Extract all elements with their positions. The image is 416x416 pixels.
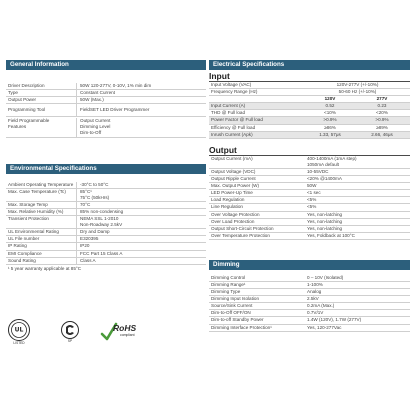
spec-row xyxy=(6,104,206,117)
rohs-text: RoHS xyxy=(113,323,137,333)
spec-row xyxy=(209,219,410,226)
spec-value: 70°C xyxy=(76,202,204,208)
spec-value: <20% @1400mA xyxy=(307,176,342,182)
spec-label: Max. Storage Temp xyxy=(8,201,48,207)
spec-value: 0.2mA (Max.) xyxy=(307,303,335,309)
spec-row xyxy=(6,209,206,216)
spec-label: Dimming Type xyxy=(211,289,241,295)
spec-label: Output Power xyxy=(8,97,37,103)
spec-label: Max. Relative Humidity (%) xyxy=(8,208,64,214)
spec-value: Dry and Damp xyxy=(76,229,204,235)
spec-row xyxy=(6,90,206,97)
spec-value: <5% xyxy=(307,204,317,210)
spec-value-120v: >0.9% xyxy=(323,117,337,123)
input-heading: Input xyxy=(209,70,410,82)
svg-text:UL: UL xyxy=(14,326,24,334)
voltage-column-277v: 277V xyxy=(376,96,388,102)
spec-value: Yes, 120-277Vac xyxy=(307,324,342,330)
spec-label: Frequency Range (Hz) xyxy=(211,89,258,95)
spec-row xyxy=(209,176,410,183)
spec-value: 0 – 10V (Isolated) xyxy=(307,274,344,280)
left-column xyxy=(6,60,206,271)
spec-label: THD @ Full load xyxy=(211,110,246,116)
spec-value: Yes, non-latching xyxy=(307,225,343,231)
environmental-specifications-title: Environmental Specifications xyxy=(6,164,206,174)
spec-row xyxy=(6,251,206,258)
spec-value: Yes, Foldback at 100°C xyxy=(307,232,355,238)
spec-row xyxy=(209,183,410,190)
environmental-specifications-section xyxy=(6,164,206,271)
spec-label: Over Voltage Protection xyxy=(211,211,260,217)
spec-value: 85% non-condensing xyxy=(76,209,204,215)
spec-value-line: Non-Roadway 2.5kV xyxy=(80,222,123,228)
spec-value-line: 1050mA default xyxy=(307,161,339,167)
spec-value-line: 400-1400mA (1mA step) xyxy=(307,155,357,161)
spec-row xyxy=(6,216,206,229)
spec-row xyxy=(6,189,206,202)
spec-row xyxy=(209,89,410,96)
spec-row xyxy=(6,83,206,90)
spec-value-120v: 1.33, 57μs xyxy=(319,131,341,137)
spec-value-line: 85°C¹ xyxy=(80,188,92,194)
spec-value-line: Output Current xyxy=(80,118,111,124)
spec-value: 50W (Max.) xyxy=(76,97,204,103)
spec-value-line: 75°C (50kHrs) xyxy=(80,194,110,200)
spec-value: 2.5kV xyxy=(307,296,319,302)
spec-row xyxy=(209,190,410,197)
spec-label: Load Regulation xyxy=(211,197,245,203)
warranty-footnote: ¹ 5 year warranty applicable at 85°C xyxy=(8,265,82,271)
spec-label-line: Field Programmable xyxy=(8,118,50,124)
spec-value: 50-60 Hz (+/-10%) xyxy=(338,89,377,95)
spec-label: Inrush Current (Apk) xyxy=(211,131,253,137)
dimming-section xyxy=(209,260,410,332)
electrical-specifications-title: Electrical Specifications xyxy=(209,60,410,70)
right-column xyxy=(209,60,410,332)
general-information-section xyxy=(6,60,206,138)
spec-value: 1-100% xyxy=(307,281,323,287)
spec-value xyxy=(76,189,204,201)
spec-label: Input Voltage (VAC) xyxy=(211,82,252,87)
spec-label: Type xyxy=(8,90,18,96)
spec-label: LED Power-Up Time xyxy=(211,190,253,196)
spec-row xyxy=(209,110,410,117)
spec-label: Output Current (mA) xyxy=(211,155,253,161)
spec-row xyxy=(6,117,206,137)
spec-label: Output Voltage (VDC) xyxy=(211,168,256,174)
spec-row xyxy=(209,226,410,233)
spec-row xyxy=(6,202,206,209)
spec-row xyxy=(209,132,410,139)
spec-value: Yes, non-latching xyxy=(307,211,343,217)
spec-value: 10-55VDC xyxy=(307,168,329,174)
spec-value: Analog xyxy=(307,289,322,295)
ul-listed-text: LISTED xyxy=(13,341,25,345)
dimming-title: Dimming xyxy=(209,260,410,270)
spec-label: Transient Protection xyxy=(8,216,49,222)
spec-value-120v: 0.52 xyxy=(325,103,335,109)
spec-value: IP20 xyxy=(76,243,204,249)
spec-row xyxy=(6,236,206,243)
voltage-header-row xyxy=(209,96,410,103)
spec-row xyxy=(6,243,206,250)
spec-value: FCC Part 15 Class A xyxy=(76,251,204,257)
spec-value-277v: ≥89% xyxy=(376,124,388,130)
spec-label: Output Ripple Current xyxy=(211,176,256,182)
spec-label: Ambient Operating Temperature xyxy=(8,181,74,187)
spec-label: Dimming Input Isolation xyxy=(211,296,260,302)
spec-label-line: Features xyxy=(8,124,27,130)
spec-row xyxy=(209,204,410,211)
spec-label: Efficiency @ Full load xyxy=(211,124,256,130)
spec-value-277v: 2.66, 46μs xyxy=(371,131,393,137)
spec-row xyxy=(6,97,206,104)
output-subsection xyxy=(209,144,410,240)
spec-label: Max. Case Temperature (Tc) xyxy=(8,188,66,194)
spec-value: 1.4W (120V), 1.7W (277V) xyxy=(307,317,362,323)
spec-row xyxy=(209,156,410,169)
spec-label: Dimming Interface Protection¹ xyxy=(211,324,272,330)
spec-label: UL File number xyxy=(8,236,40,242)
spec-row xyxy=(209,169,410,176)
spec-label: Input Current (A) xyxy=(211,103,246,109)
spec-value-277v: 0.23 xyxy=(377,103,387,109)
spec-label: Power Factor @ Full load xyxy=(211,117,263,123)
output-heading: Output xyxy=(209,144,410,156)
spec-row xyxy=(209,289,410,296)
spec-value xyxy=(76,118,204,136)
spec-label: Dimming Control xyxy=(211,274,246,280)
spec-value: Class A xyxy=(76,258,204,264)
spec-label: EMI Compliance xyxy=(8,250,42,256)
spec-label: Dim-to-off Standby Power xyxy=(211,317,264,323)
spec-row xyxy=(209,317,410,324)
ul-listed-icon xyxy=(7,318,31,342)
spec-row xyxy=(209,310,410,317)
spec-label: Over Load Protection xyxy=(211,218,255,224)
rohs-compliant-text: compliant xyxy=(120,333,135,337)
spec-row xyxy=(209,82,410,89)
spec-row xyxy=(6,182,206,189)
spec-row xyxy=(6,258,206,265)
spec-label: Source/Sink Current xyxy=(211,303,253,309)
voltage-column-120v: 120V xyxy=(324,96,336,102)
spec-value-277v: >0.9% xyxy=(375,117,389,123)
spec-label: Dim-to-Off OFF/ON xyxy=(211,310,251,316)
electrical-specifications-section xyxy=(209,60,410,240)
spec-row xyxy=(209,197,410,204)
spec-row xyxy=(209,325,410,332)
general-information-title: General Information xyxy=(6,60,206,70)
spec-value-line: Dim-to-Off xyxy=(80,130,102,136)
spec-row xyxy=(209,233,410,240)
spec-value: <5% xyxy=(307,197,317,203)
spec-value: Yes, non-latching xyxy=(307,218,343,224)
spec-label: Sound Rating xyxy=(8,257,36,263)
spec-value-line: NEMA SSL 1-2010 xyxy=(80,216,119,222)
spec-value: <1 sec xyxy=(307,190,321,196)
spec-row xyxy=(6,229,206,236)
csa-sp-text: SP xyxy=(67,339,73,343)
spec-label: Over Temperature Protection xyxy=(211,232,270,238)
spec-label: Line Regulation xyxy=(211,204,243,210)
spec-value: 50W xyxy=(307,183,317,189)
spec-label xyxy=(209,96,304,102)
spec-value: 0.7V/1V xyxy=(307,310,324,316)
spec-value-277v: <20% xyxy=(376,110,388,116)
certification-logos xyxy=(7,318,177,348)
spec-row xyxy=(209,282,410,289)
spec-row xyxy=(209,125,410,132)
spec-row xyxy=(209,303,410,310)
spec-row xyxy=(209,117,410,124)
spec-value-line: Dimming Level xyxy=(80,124,111,130)
spec-value xyxy=(76,216,204,228)
spec-value: Constant Current xyxy=(76,90,204,96)
spec-value: FieldSET LED Driver Programmer xyxy=(76,104,204,116)
spec-value-120v: <10% xyxy=(324,110,336,116)
spec-value xyxy=(304,156,408,168)
spec-label: Max. Output Power (W) xyxy=(211,183,259,189)
spec-value-120v: ≥86% xyxy=(324,124,336,130)
spec-label: Driver Description xyxy=(8,83,45,88)
spec-label: Output Short-Circuit Protection xyxy=(211,225,274,231)
spec-value: 120V-277V (+/-10%) xyxy=(336,82,379,87)
spec-value: 50W 120-277V, 0-10V, 1% min dim xyxy=(76,83,204,89)
input-subsection xyxy=(209,70,410,139)
spec-value: -30°C to 50°C xyxy=(76,182,204,188)
spec-label: IP Rating xyxy=(8,243,27,249)
spec-label xyxy=(6,118,76,136)
spec-row xyxy=(209,103,410,110)
spec-row xyxy=(209,275,410,282)
spec-value: E320395 xyxy=(76,236,204,242)
spec-label: UL Environmental Rating xyxy=(8,229,59,235)
spec-row xyxy=(209,212,410,219)
spec-row xyxy=(209,296,410,303)
spec-label: Programming Tool xyxy=(8,107,46,113)
spec-label: Dimming Range¹ xyxy=(211,281,246,287)
